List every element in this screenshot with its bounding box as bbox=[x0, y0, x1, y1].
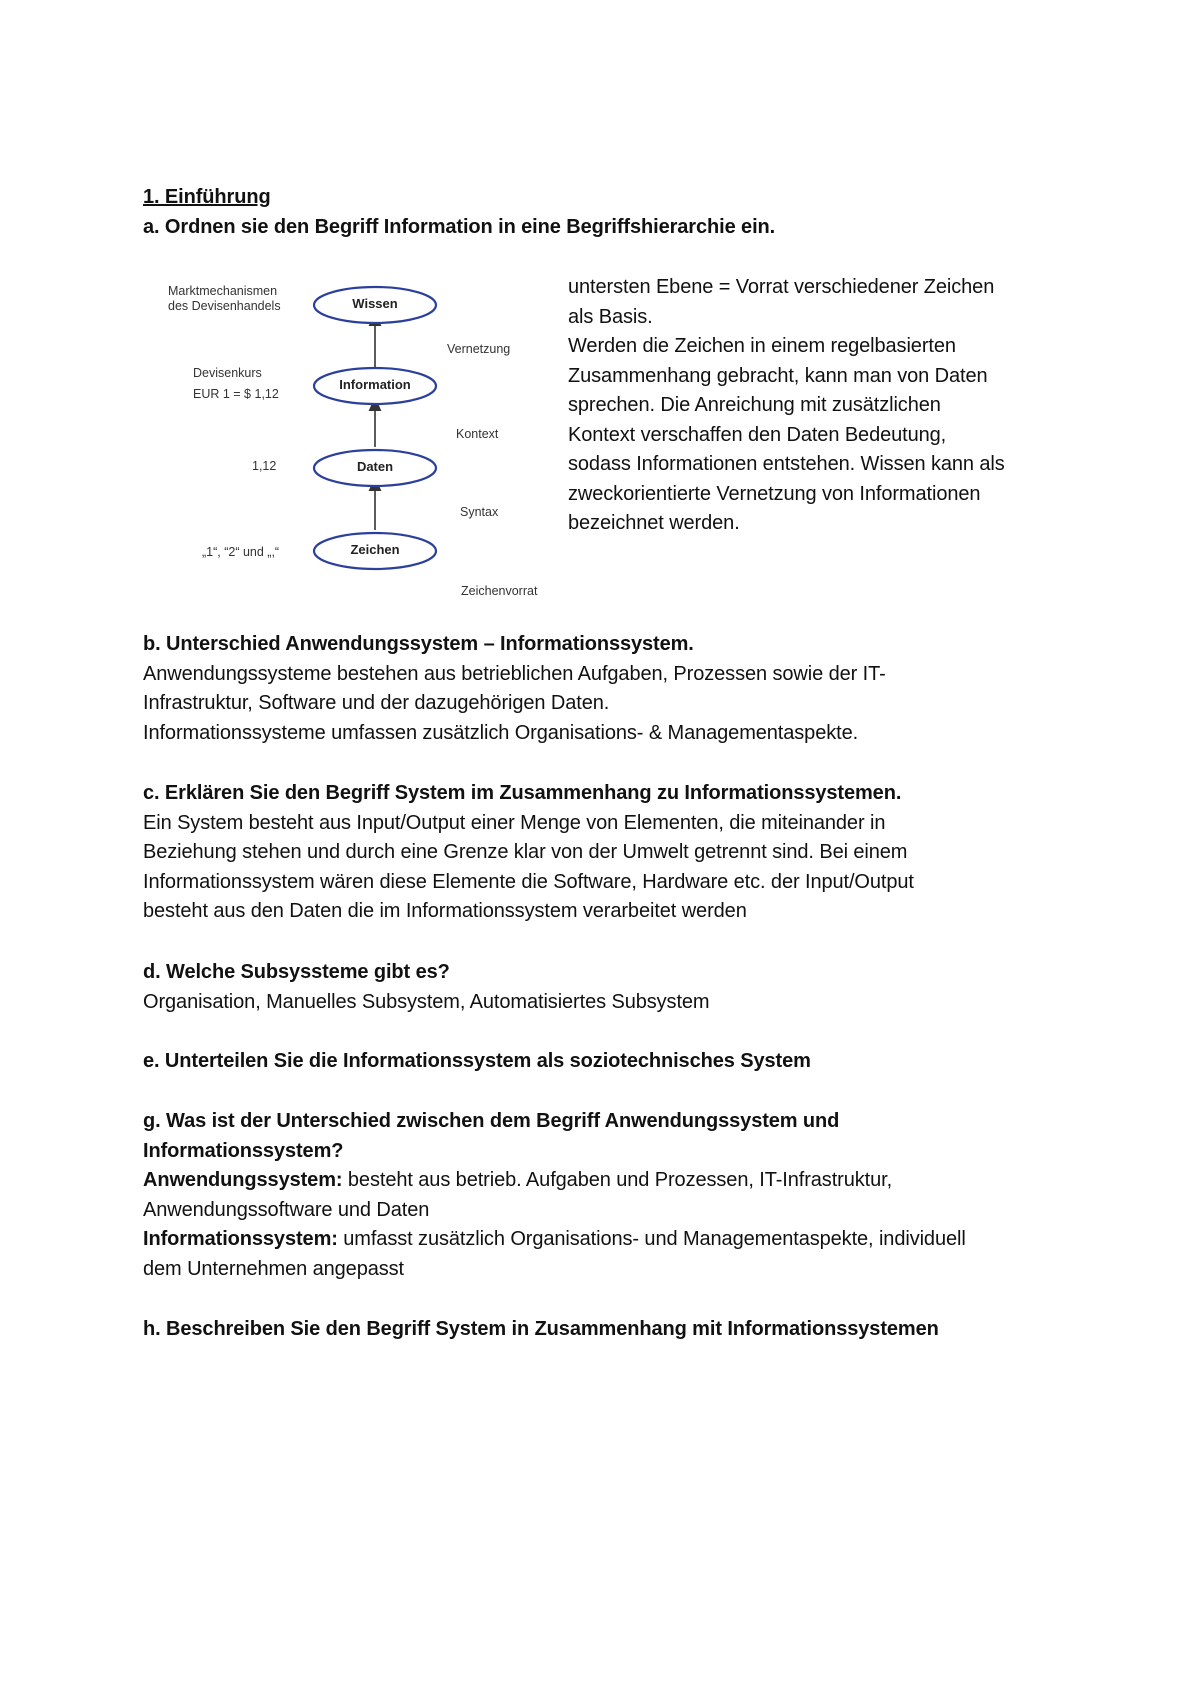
question-b bbox=[143, 630, 1083, 748]
answer-c-line: Beziehung stehen und durch eine Grenze klar von der Umwelt getrennt sind. Bei einem bbox=[143, 841, 908, 863]
answer-g-text-anwendungssystem: besteht aus betrieb. Aufgaben und Prozessen, IT-Infrastruktur, bbox=[342, 1169, 893, 1191]
answer-g-term-anwendungssystem: Anwendungssystem: bbox=[143, 1169, 343, 1191]
answer-a-line: zweckorientierte Vernetzung von Informationen bbox=[568, 482, 981, 505]
example-information-line1: Devisenkurs bbox=[193, 366, 262, 380]
node-label-zeichen: Zeichen bbox=[350, 542, 400, 557]
answer-g-line2: Anwendungssoftware und Daten bbox=[143, 1198, 430, 1221]
answer-a-line: Werden die Zeichen in einem regelbasierten bbox=[568, 335, 956, 357]
answer-g-line1 bbox=[143, 1166, 1083, 1196]
section-title: 1. Einführung bbox=[143, 186, 271, 208]
question-e-heading: e. Unterteilen Sie die Informationssystem als soziotechnisches System bbox=[143, 1050, 811, 1072]
answer-a-line: als Basis. bbox=[568, 305, 653, 328]
question-h bbox=[143, 1315, 1083, 1345]
answer-a-line: sprechen. Die Anreichung mit zusätzlichen bbox=[568, 394, 941, 416]
answer-c-line: besteht aus den Daten die im Informationssystem verarbeitet werden bbox=[143, 900, 747, 922]
example-wissen-line2: des Devisenhandels bbox=[168, 299, 281, 313]
question-h-heading: h. Beschreiben Sie den Begriff System in Zusammenhang mit Informationssystemen bbox=[143, 1318, 939, 1340]
question-d-heading: d. Welche Subsyssteme gibt es? bbox=[143, 961, 450, 983]
answer-a-line: untersten Ebene = Vorrat verschiedener Zeichen bbox=[568, 276, 995, 298]
example-daten: 1,12 bbox=[252, 459, 277, 473]
answer-g-term-informationssystem: Informationssystem: bbox=[143, 1228, 338, 1250]
answer-c-line: Informationssystem wären diese Elemente die Software, Hardware etc. der Input/Output bbox=[143, 870, 914, 893]
answer-b-line: Infrastruktur, Software und der dazugehörigen Daten. bbox=[143, 692, 610, 714]
answer-c-line: Ein System besteht aus Input/Output einer Menge von Elementen, die miteinander in bbox=[143, 811, 886, 834]
answer-a-line: Kontext verschaffen den Daten Bedeutung, bbox=[568, 423, 947, 446]
question-e bbox=[143, 1047, 1083, 1077]
node-label-daten: Daten bbox=[356, 459, 394, 474]
answer-a-line: Zusammenhang gebracht, kann man von Daten bbox=[568, 364, 988, 387]
question-b-heading: b. Unterschied Anwendungssystem – Informationssystem. bbox=[143, 633, 694, 655]
relation-zeichenvorrat: Zeichenvorrat bbox=[461, 584, 538, 598]
question-c-heading: c. Erklären Sie den Begriff System im Zusammenhang zu Informationssystemen. bbox=[143, 782, 902, 804]
example-information-line2: EUR 1 = $ 1,12 bbox=[193, 387, 279, 401]
example-wissen-line1: Marktmechanismen bbox=[168, 284, 278, 298]
question-g bbox=[143, 1107, 1083, 1284]
node-label-wissen: Wissen bbox=[352, 296, 398, 311]
concept-hierarchy-diagram bbox=[160, 270, 560, 610]
question-a-heading: a. Ordnen sie den Begriff Information in eine Begriffshierarchie ein. bbox=[143, 216, 776, 238]
example-zeichen: „1“, “2“ und „,“ bbox=[202, 545, 280, 559]
answer-d-line: Organisation, Manuelles Subsystem, Automatisiertes Subsystem bbox=[143, 990, 710, 1013]
question-a-answer bbox=[568, 273, 1088, 539]
answer-g-line4: dem Unternehmen angepasst bbox=[143, 1257, 404, 1280]
question-g-heading-line1: g. Was ist der Unterschied zwischen dem Begriff Anwendungssystem und bbox=[143, 1110, 840, 1132]
answer-b-line: Anwendungssysteme bestehen aus betrieblichen Aufgaben, Prozessen sowie der IT- bbox=[143, 662, 886, 685]
answer-a-line: bezeichnet werden. bbox=[568, 512, 740, 534]
answer-b-line: Informationssysteme umfassen zusätzlich Organisations- & Managementaspekte. bbox=[143, 721, 859, 744]
relation-syntax: Syntax bbox=[460, 505, 499, 519]
answer-a-line: sodass Informationen entstehen. Wissen kann als bbox=[568, 453, 1005, 475]
node-label-information: Information bbox=[339, 377, 411, 392]
answer-g-line3 bbox=[143, 1225, 1083, 1255]
question-d bbox=[143, 958, 1083, 1017]
answer-g-text-informationssystem: umfasst zusätzlich Organisations- und Managementaspekte, individuell bbox=[337, 1228, 966, 1250]
relation-kontext: Kontext bbox=[456, 427, 499, 441]
relation-vernetzung: Vernetzung bbox=[447, 342, 511, 356]
question-g-heading-line2: Informationssystem? bbox=[143, 1139, 344, 1162]
question-c bbox=[143, 779, 1083, 927]
